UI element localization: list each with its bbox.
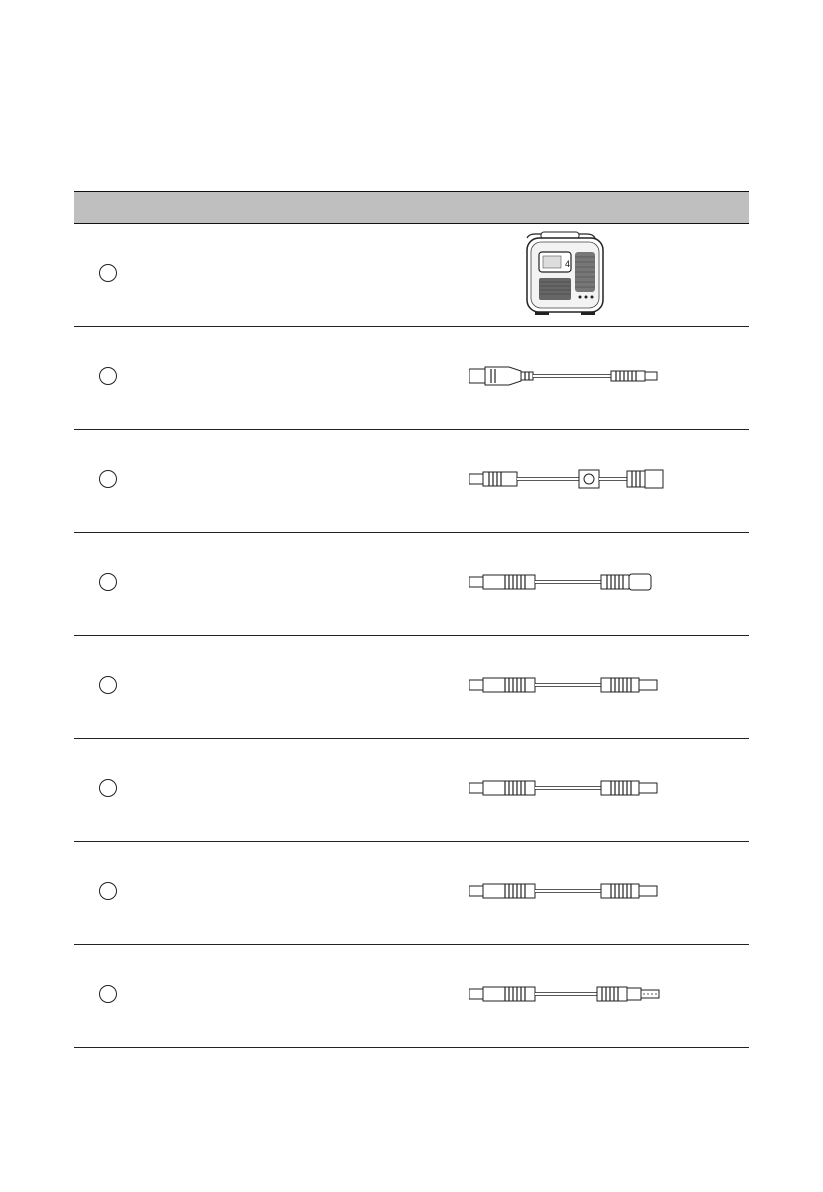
- table-row: [74, 533, 749, 636]
- item-number-circle: [99, 573, 117, 591]
- item-number-circle: [99, 470, 117, 488]
- item-number-circle: [99, 367, 117, 385]
- table-row: [74, 224, 749, 327]
- item-number-circle: [99, 676, 117, 694]
- table-row: [74, 945, 749, 1048]
- table-row: [74, 327, 749, 430]
- item-number-circle: [99, 779, 117, 797]
- dc-to-dc-cable-icon: [469, 636, 669, 739]
- dc-to-dc-cable-icon: [469, 739, 669, 842]
- item-number-circle: [99, 985, 117, 1003]
- svg-text:4: 4: [565, 259, 571, 269]
- dc-adapter-cable-icon: [469, 430, 669, 533]
- table-header: [74, 191, 749, 224]
- table-row: [74, 739, 749, 842]
- dc-to-dc-cable-icon: [469, 945, 669, 1048]
- table-row: [74, 430, 749, 533]
- power-station-icon: [469, 224, 669, 327]
- table-row: [74, 636, 749, 739]
- package-contents-table: [74, 191, 749, 1048]
- table-row: [74, 842, 749, 945]
- item-number-circle: [99, 882, 117, 900]
- dc-to-dc-cable-icon: [469, 533, 669, 636]
- dc-to-dc-cable-icon: [469, 842, 669, 945]
- item-number-circle: [99, 264, 117, 282]
- xt60-to-dc-cable-icon: [469, 327, 669, 430]
